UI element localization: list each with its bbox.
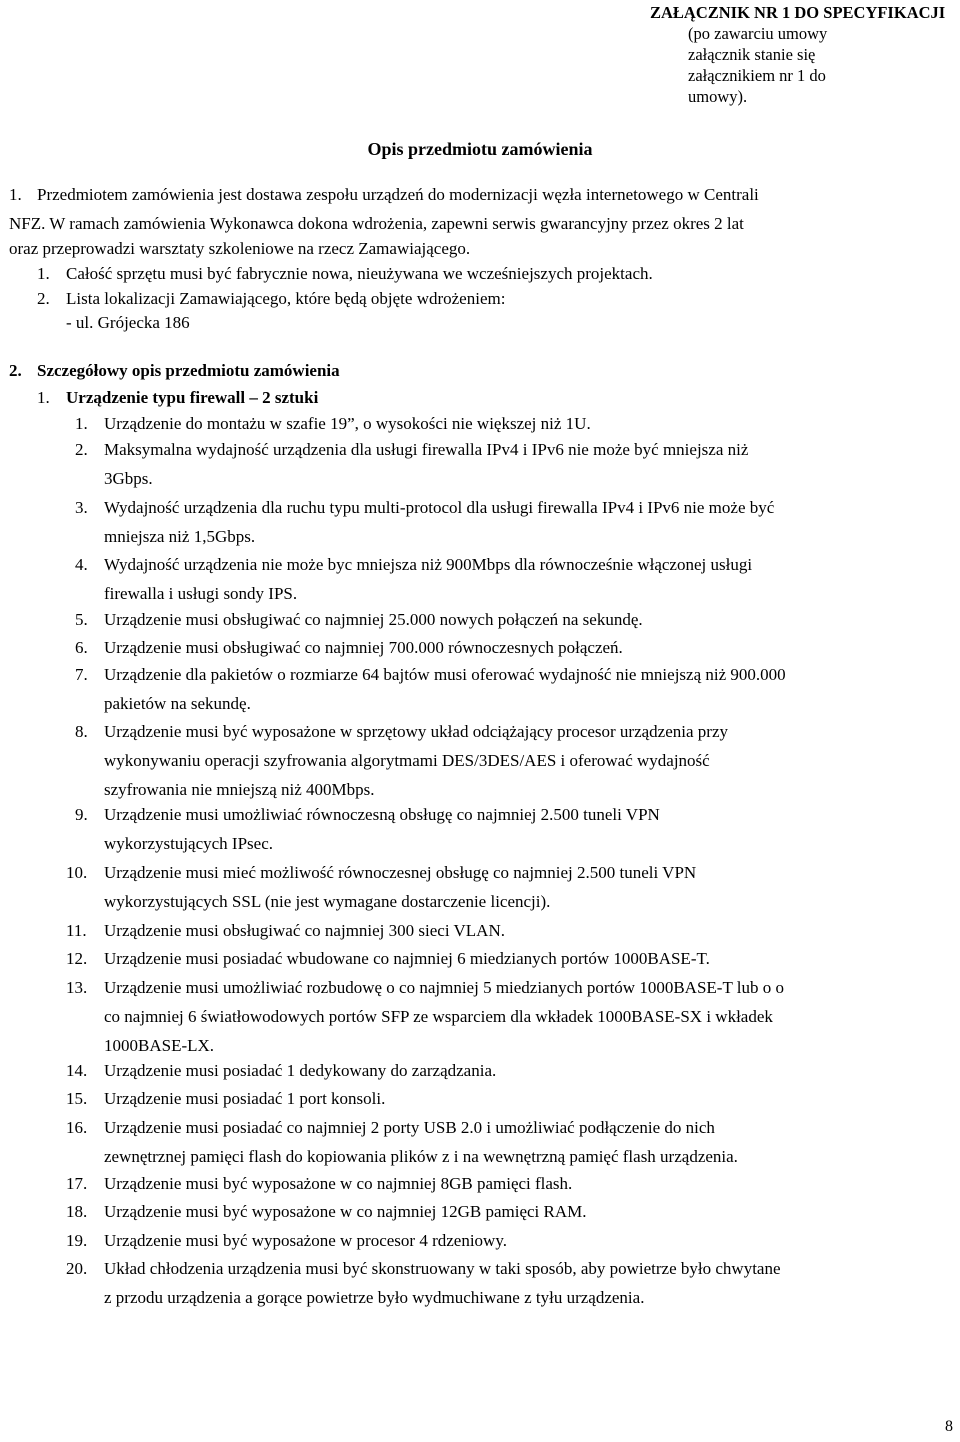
requirement-text: z przodu urządzenia a gorące powietrze było wydmuchiwane z tyłu urządzenia.: [104, 1288, 645, 1307]
section-1-line: NFZ. W ramach zamówienia Wykonawca dokona wdrożenia, zapewni serwis gwarancyjny przez okres 2 lat: [9, 214, 744, 233]
requirement-number: 18.: [66, 1202, 88, 1221]
requirement-text: Wydajność urządzenia nie może byc mniejsza niż 900Mbps dla równocześnie włączonej usługi: [104, 555, 753, 574]
requirement-text: pakietów na sekundę.: [104, 694, 251, 713]
requirement-text: Wydajność urządzenia dla ruchu typu multi-protocol dla usługi firewalla IPv4 i IPv6 nie może być: [104, 498, 775, 517]
requirement-text: wykonywaniu operacji szyfrowania algorytmami DES/3DES/AES i oferować wydajność: [104, 751, 710, 770]
requirement-number: 2.: [75, 440, 88, 459]
requirement-number: 8.: [75, 722, 88, 741]
location-item: - ul. Grójecka 186: [66, 313, 190, 332]
section-1-line: Przedmiotem zamówienia jest dostawa zespołu urządzeń do modernizacji węzła internetowego w Centrali: [37, 185, 759, 204]
requirement-number: 7.: [75, 665, 88, 684]
requirement-text: mniejsza niż 1,5Gbps.: [104, 527, 256, 546]
requirement-text: wykorzystujących IPsec.: [104, 834, 274, 853]
requirement-number: 1.: [75, 414, 88, 433]
requirement-text: Urządzenie musi obsługiwać co najmniej 700.000 równoczesnych połączeń.: [104, 638, 623, 657]
subsection-number: 1.: [37, 388, 50, 407]
requirement-number: 11.: [66, 921, 87, 940]
subsection-title: Urządzenie typu firewall – 2 sztuki: [66, 388, 319, 407]
requirement-number: 12.: [66, 949, 88, 968]
requirement-text: Urządzenie do montażu w szafie 19”, o wysokości nie większej niż 1U.: [104, 414, 591, 433]
page-number: 8: [945, 1418, 953, 1435]
requirement-text: 1000BASE-LX.: [104, 1036, 215, 1055]
requirement-text: Urządzenie musi być wyposażone w co najmniej 12GB pamięci RAM.: [104, 1202, 587, 1221]
document-title: Opis przedmiotu zamówienia: [367, 139, 593, 159]
section-1-item-number: 1.: [37, 264, 50, 283]
requirement-text: firewalla i usługi sondy IPS.: [104, 584, 298, 603]
requirement-number: 3.: [75, 498, 88, 517]
requirement-number: 5.: [75, 610, 88, 629]
requirement-text: Urządzenie musi posiadać co najmniej 2 porty USB 2.0 i umożliwiać podłączenie do nich: [104, 1118, 715, 1137]
requirement-number: 6.: [75, 638, 88, 657]
section-2-title: Szczegółowy opis przedmiotu zamówienia: [37, 361, 340, 380]
section-1-item-text: Całość sprzętu musi być fabrycznie nowa, nieużywana we wcześniejszych projektach.: [66, 264, 653, 283]
requirement-text: Maksymalna wydajność urządzenia dla usługi firewalla IPv4 i IPv6 nie może być mniejsza niż: [104, 440, 749, 459]
requirement-number: 15.: [66, 1089, 88, 1108]
requirement-text: Urządzenie musi być wyposażone w co najmniej 8GB pamięci flash.: [104, 1174, 573, 1193]
requirement-text: Urządzenie dla pakietów o rozmiarze 64 bajtów musi oferować wydajność nie mniejszą niż 900.000: [104, 665, 786, 684]
requirement-text: zewnętrznej pamięci flash do kopiowania plików z i na wewnętrzną pamięć flash urządzenia.: [104, 1147, 738, 1166]
requirement-text: szyfrowania nie mniejszą niż 400Mbps.: [104, 780, 375, 799]
requirement-number: 10.: [66, 863, 88, 882]
requirement-text: Układ chłodzenia urządzenia musi być skonstruowany w taki sposób, aby powietrze było chwytane: [104, 1259, 781, 1278]
section-1-item-number: 2.: [37, 289, 50, 308]
requirement-text: Urządzenie musi posiadać 1 dedykowany do zarządzania.: [104, 1061, 497, 1080]
requirement-number: 4.: [75, 555, 88, 574]
requirement-text: Urządzenie musi być wyposażone w sprzętowy układ odciążający procesor urządzenia przy: [104, 722, 729, 741]
requirement-number: 20.: [66, 1259, 88, 1278]
requirement-text: wykorzystujących SSL (nie jest wymagane dostarczenie licencji).: [104, 892, 551, 911]
requirement-number: 14.: [66, 1061, 88, 1080]
requirement-text: Urządzenie musi obsługiwać co najmniej 300 sieci VLAN.: [104, 921, 505, 940]
requirement-number: 19.: [66, 1231, 88, 1250]
annex-note: (po zawarciu umowy załącznik stanie się załącznikiem nr 1 do umowy).: [688, 24, 828, 106]
requirement-text: Urządzenie musi obsługiwać co najmniej 25.000 nowych połączeń na sekundę.: [104, 610, 643, 629]
requirement-text: Urządzenie musi być wyposażone w procesor 4 rdzeniowy.: [104, 1231, 507, 1250]
section-2-number: 2.: [9, 361, 22, 380]
requirement-number: 16.: [66, 1118, 88, 1137]
requirement-text: Urządzenie musi umożliwiać rozbudowę o co najmniej 5 miedzianych portów 1000BASE-T lub o o: [104, 978, 784, 997]
requirement-text: Urządzenie musi mieć możliwość równoczesnej obsługę co najmniej 2.500 tuneli VPN: [104, 863, 697, 882]
requirement-text: Urządzenie musi umożliwiać równoczesną obsługę co najmniej 2.500 tuneli VPN: [104, 805, 660, 824]
requirement-number: 9.: [75, 805, 88, 824]
requirement-text: 3Gbps.: [104, 469, 153, 488]
requirement-text: Urządzenie musi posiadać 1 port konsoli.: [104, 1089, 386, 1108]
section-1-number: 1.: [9, 185, 22, 204]
annex-header: [650, 2, 960, 107]
requirement-text: co najmniej 6 światłowodowych portów SFP ze wsparciem dla wkładek 1000BASE-SX i wkładek: [104, 1007, 773, 1026]
annex-title: ZAŁĄCZNIK NR 1 DO SPECYFIKACJI: [650, 3, 946, 22]
requirement-number: 13.: [66, 978, 88, 997]
section-1-item-text: Lista lokalizacji Zamawiającego, które będą objęte wdrożeniem:: [66, 289, 506, 308]
requirement-number: 17.: [66, 1174, 88, 1193]
section-1-line: oraz przeprowadzi warsztaty szkoleniowe na rzecz Zamawiającego.: [9, 239, 471, 258]
requirement-text: Urządzenie musi posiadać wbudowane co najmniej 6 miedzianych portów 1000BASE-T.: [104, 949, 710, 968]
